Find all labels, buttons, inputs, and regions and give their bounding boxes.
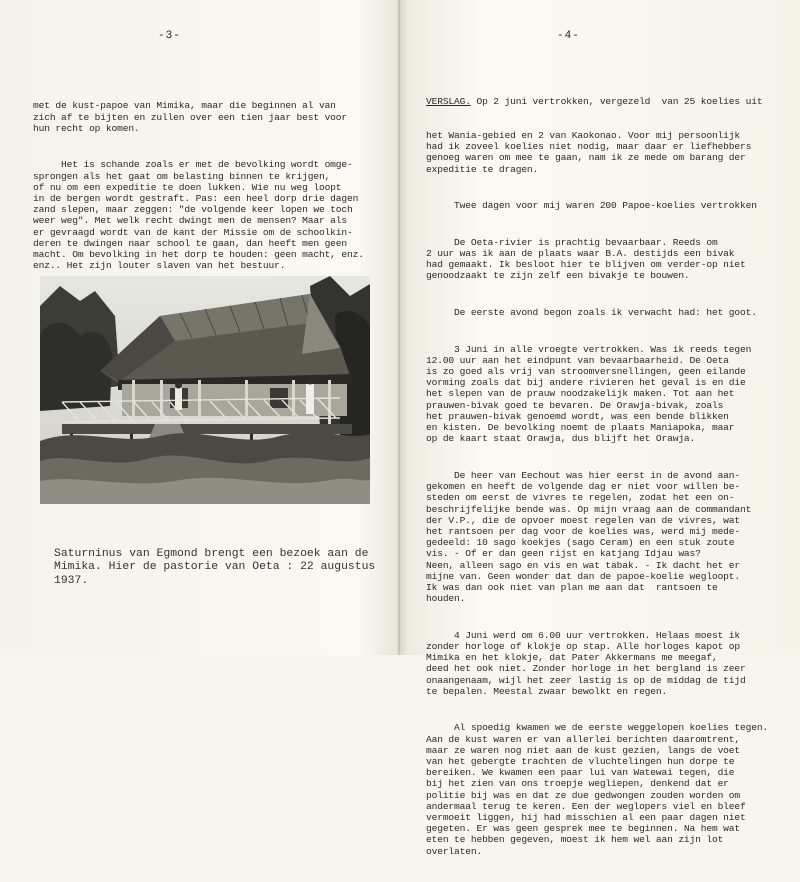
left-page	[0, 0, 398, 655]
right-paragraph-2: Twee dagen voor mij waren 200 Papoe-koelies vertrokken	[426, 200, 757, 212]
left-paragraph-2: Het is schande zoals er met de bevolking wordt omge- sprongen als het gaat om belasting binnen te krijgen, of nu om een expeditie te doen lukken. Wie nu weg loopt in de bergen wordt gestraft. Pas: een heel dorp drie dagen zand slepen, maar zeggen: "de volgende keer lopen we toch weer weg". Met welk recht dwingt men de mensen? Maar als er gevraagd wordt van de kant der Missie om de schoolkin- deren te dwingen naar school te gaan, dan heeft men geen macht. Om bevolking in het dorp te houden: geen macht, enz. enz.. Het zijn louter slaven van het bestuur.	[33, 159, 364, 272]
right-paragraph-6: De heer van Eechout was hier eerst in de avond aan- gekomen en heeft de volgende dag er niet voor willen be- steden om eerst de vivres te regelen, zodat het een on- beschrijfelijke bende was. Op mijn vraag aan de commandant der V.P., die de opvoer moest regelen van de vivres, wat het rantsoen per dag voor de koelies was, werd mij mede- gedeeld: 10 sago koekjes (sago Ceram) en een stuk zoute vis. - Of er dan geen rijst en katjang Idjau was? Neen, alleen sago en vis en wat tabak. - Ik dacht het er mijne van. Geen wonder dat dan de papoe-koelie wegloopt. Ik was dan ook niet van plan me aan dat rantsoen te houden.	[426, 469, 752, 605]
right-page-text	[426, 74, 768, 882]
right-paragraph-3: De Oeta-rivier is prachtig bevaarbaar. Reeds om 2 uur was ik aan de plaats waar B.A. destijds een bivak had gemaakt. Ik besloot hier te blijven om verder-op niet genoodzaakt te zijn zelf een bivakje te bouwen.	[426, 236, 746, 282]
report-first-line	[426, 96, 768, 107]
right-paragraph-7: 4 Juni werd om 6.00 uur vertrokken. Helaas moest ik zonder horloge of klokje op stap. Alle horloges kapot op Mimika en het klokje, dat Pater Akkermans me meegaf, deed het ook niet. Zonder horloge in het bergland is zeer onaangenaam, wijl het zeer lastig is op de middag de tijd te bepalen. Meestal zwaar bewolkt en regen.	[426, 629, 746, 697]
report-heading: VERSLAG.	[426, 96, 471, 108]
right-paragraph-8: Al spoedig kwamen we de eerste weggelopen koelies tegen. Aan de kust waren er van allerlei berichten daaromtrent, maar ze waren nog niet aan de kust gezien, langs de voet van het gebergte trachten de vluchtelingen hun dorpe te bereiken. We kwamen een paar lui van Watewai tegen, die bij het zien van ons troepje wegliepen, denkend dat er politie bij was en dat ze due gedwongen zouden worden om andermaal terug te keren. Een der weglopers viel en bleef vermoeit liggen, hij had misschien al een paar dagen niet gegeten. Er was geen gesprek mee te beginnen. Na hem wat eten te hebben gegeven, moest ik hem wel aan zijn lot overlaten.	[426, 722, 769, 857]
report-first-line-rest: Op 2 juni vertrokken, vergezeld van 25 koelies uit	[470, 96, 763, 108]
left-page-text	[33, 78, 364, 297]
right-paragraph-1: het Wania-gebied en 2 van Kaokonao. Voor mij persoonlijk had ik zoveel koelies niet nodig, maar daar er liefhebbers genoeg waren om mee te gaan, nam ik ze mede om barang der expeditie te dragen.	[426, 130, 752, 175]
photo-caption: Saturninus van Egmond brengt een bezoek aan de Mimika. Hier de pastorie van Oeta : 22 augustus 1937.	[54, 548, 376, 587]
page-number-left: -3-	[158, 30, 181, 42]
left-paragraph-1: met de kust-papoe van Mimika, maar die beginnen al van zich af te bijten en zullen over een tien jaar best voor hun recht op komen.	[33, 100, 348, 134]
right-paragraph-4: De eerste avond begon zoals ik verwacht had: het goot.	[426, 307, 757, 319]
right-paragraph-5: 3 Juni in alle vroegte vertrokken. Was ik reeds tegen 12.00 uur aan het eindpunt van bevaarbaarheid. De Oeta is zo goed als vrij van stroomversnellingen, geen eilande vorming zoals dat bij andere rivieren het geval is en die het slepen van de prauw noodzakelijk maken. Tot aan het prauwen-bivak goed te bevaren. De Orawja-bivak, zoals het prauwen-bivak genoemd wordt, was een bende blikken en kisten. De bevolking noemt de plaats Maniapoka, maar op de kaart staat Orawja, dus blijft het Orawja.	[426, 343, 752, 445]
right-page	[400, 0, 800, 857]
pastorie-photo	[40, 276, 370, 504]
page-number-right: -4-	[557, 30, 580, 42]
